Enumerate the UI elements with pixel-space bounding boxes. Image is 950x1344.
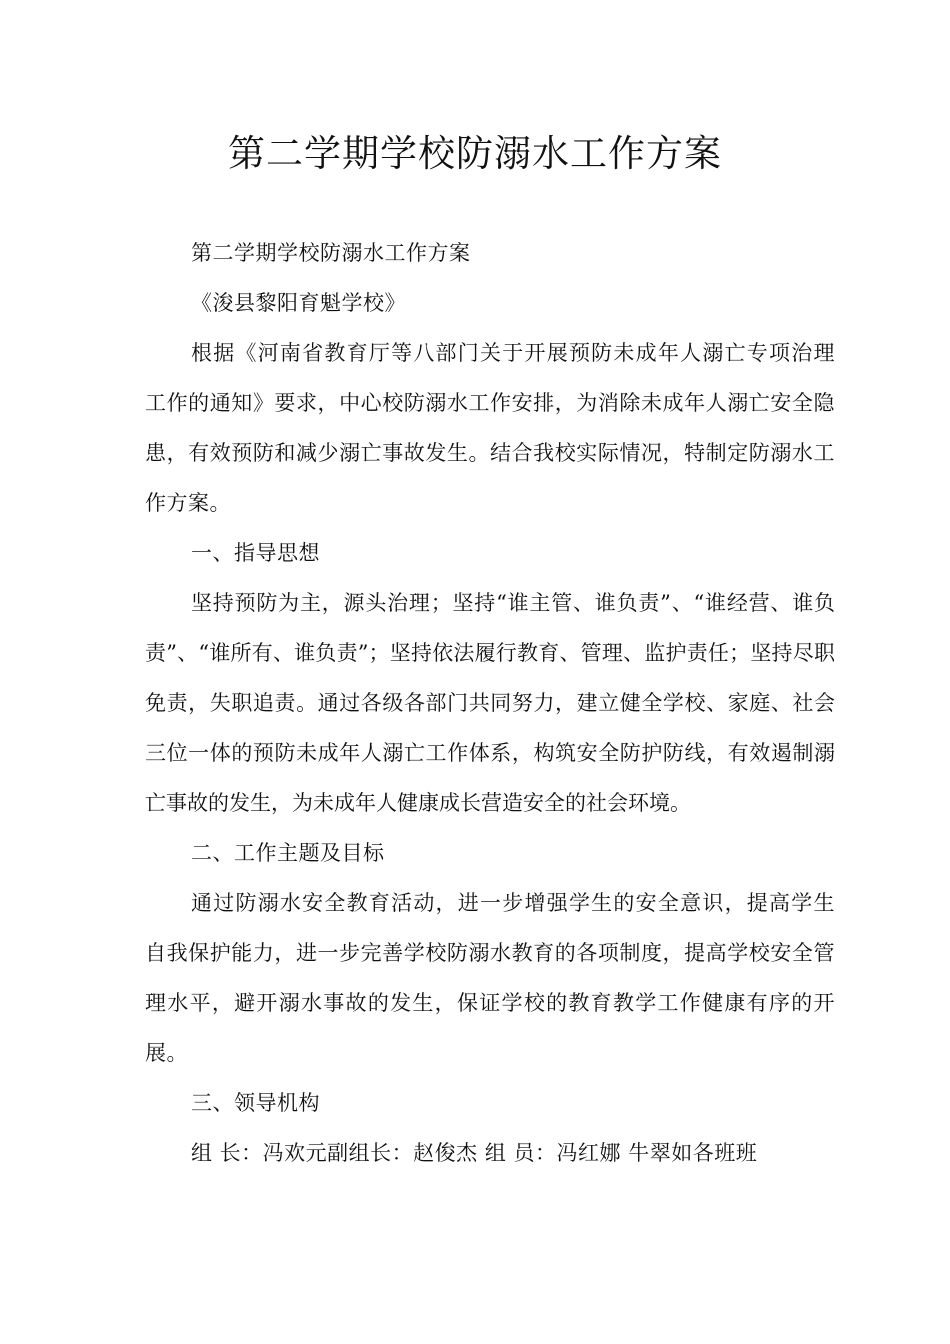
section-heading-guiding-ideology: 一、指导思想 bbox=[191, 541, 320, 565]
subtitle-paragraph: 第二学期学校防溺水工作方案 bbox=[191, 241, 471, 265]
document-body bbox=[145, 228, 835, 1178]
theme-goals-paragraph: 通过防溺水安全教育活动，进一步增强学生的安全意识，提高学生自我保护能力，进一步完善学校防溺水教育的各项制度，提高学校安全管理水平，避开溺水事故的发生，保证学校的教育教学工作健康有序的开展。 bbox=[145, 891, 835, 1065]
guiding-ideology-paragraph: 坚持预防为主，源头治理；坚持“谁主管、谁负责”、“谁经营、谁负责”、“谁所有、谁负责”；坚持依法履行教育、管理、监护责任；坚持尽职免责，失职追责。通过各级各部门共同努力，建立健全学校、家庭、社会三位一体的预防未成年人溺亡工作体系，构筑安全防护防线，有效遏制溺亡事故的发生，为未成年人健康成长营造安全的社会环境。 bbox=[145, 591, 835, 815]
intro-paragraph: 根据《河南省教育厅等八部门关于开展预防未成年人溺亡专项治理工作的通知》要求，中心校防溺水工作安排，为消除未成年人溺亡安全隐患，有效预防和减少溺亡事故发生。结合我校实际情况，特制定防溺水工作方案。 bbox=[145, 341, 835, 515]
leadership-paragraph: 组 长：冯欢元副组长：赵俊杰 组 员：冯红娜 牛翠如各班班 bbox=[191, 1141, 758, 1165]
school-name-paragraph: 《浚县黎阳育魁学校》 bbox=[191, 291, 406, 315]
section-heading-leadership: 三、领导机构 bbox=[191, 1091, 320, 1115]
section-heading-theme-goals: 二、工作主题及目标 bbox=[191, 841, 385, 865]
document-title: 第二学期学校防溺水工作方案 bbox=[228, 132, 722, 175]
